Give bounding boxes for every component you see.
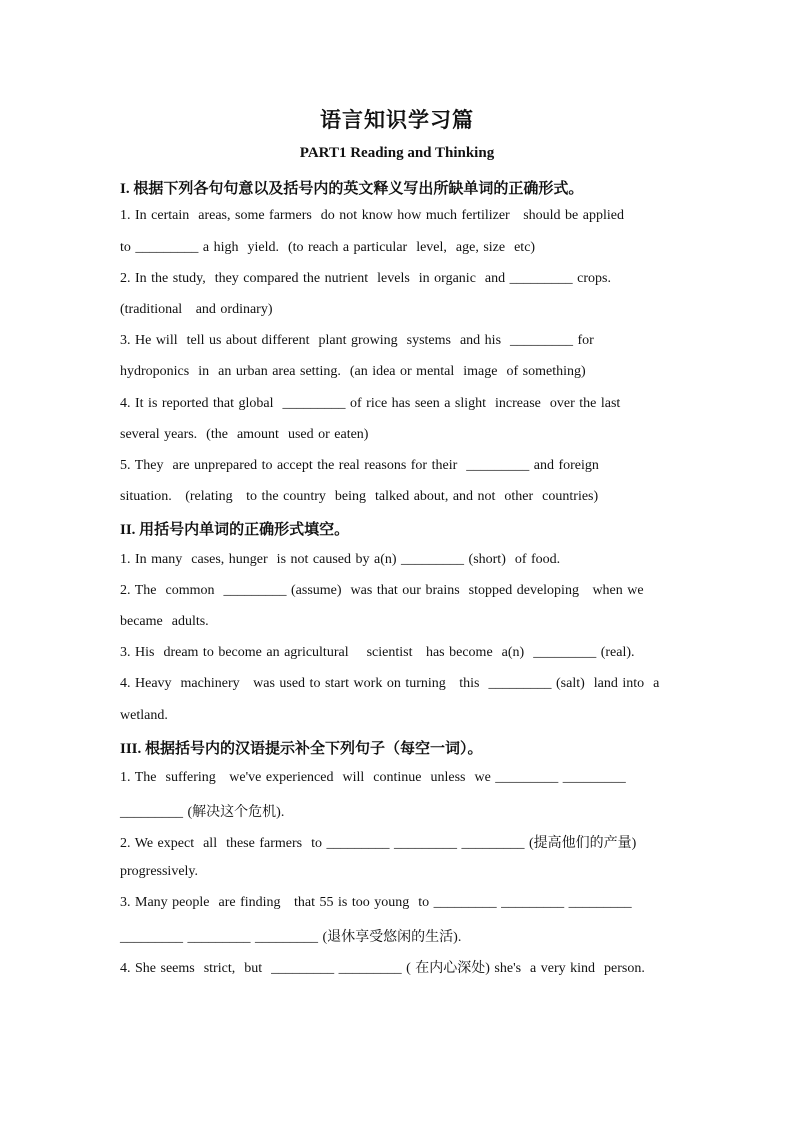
section-2-line: 1. In many cases, hunger is not caused by a(n) _________ (short) of food.: [120, 552, 561, 567]
section-3-line: 1. The suffering we've experienced will continue unless we _________ _________: [120, 770, 626, 785]
section-3-heading: III. 根据括号内的汉语提示补全下列句子（每空一词）。: [120, 741, 483, 757]
section-1-line: 2. In the study, they compared the nutrient levels in organic and _________ crops.: [120, 271, 611, 286]
section-3-line: 3. Many people are finding that 55 is too young to _________ _________ _________: [120, 895, 632, 910]
section-1-line: hydroponics in an urban area setting. (an idea or mental image of something): [120, 364, 586, 379]
section-1-line: 4. It is reported that global _________ of rice has seen a slight increase over the last: [120, 396, 621, 411]
page-subtitle: PART1 Reading and Thinking: [299, 145, 495, 161]
section-3-line: _________ (解决这个危机).: [120, 805, 285, 820]
section-2-line: 3. His dream to become an agricultural scientist has become a(n) _________ (real).: [120, 645, 635, 660]
section-2-line: wetland.: [120, 708, 168, 723]
section-1-line: (traditional and ordinary): [120, 302, 273, 317]
section-1-heading: I. 根据下列各句句意以及括号内的英文释义写出所缺单词的正确形式。: [120, 181, 584, 197]
section-2-heading: II. 用括号内单词的正确形式填空。: [120, 522, 350, 538]
section-3-line: 4. She seems strict, but _________ _________ ( 在内心深处) she's a very kind person.: [120, 961, 645, 976]
section-1-line: several years. (the amount used or eaten): [120, 427, 369, 442]
section-3-line: progressively.: [120, 864, 199, 879]
section-1-line: to _________ a high yield. (to reach a particular level, age, size etc): [120, 240, 536, 255]
section-1-line: 5. They are unprepared to accept the real reasons for their _________ and foreign: [120, 458, 599, 473]
section-3-line: _________ _________ _________ (退休享受悠闲的生活).: [120, 930, 462, 945]
page-title: 语言知识学习篇: [320, 108, 474, 132]
section-1-line: 1. In certain areas, some farmers do not know how much fertilizer should be applied: [120, 208, 624, 223]
section-2-line: 2. The common _________ (assume) was that our brains stopped developing when we: [120, 583, 644, 598]
section-2-line: became adults.: [120, 614, 209, 629]
section-1-line: 3. He will tell us about different plant growing systems and his _________ for: [120, 333, 594, 348]
section-1-line: situation. (relating to the country being talked about, and not other countries): [120, 489, 599, 504]
section-3-line: 2. We expect all these farmers to _________ _________ _________ (提高他们的产量): [120, 836, 637, 851]
section-2-line: 4. Heavy machinery was used to start work on turning this _________ (salt) land into a: [120, 676, 660, 691]
